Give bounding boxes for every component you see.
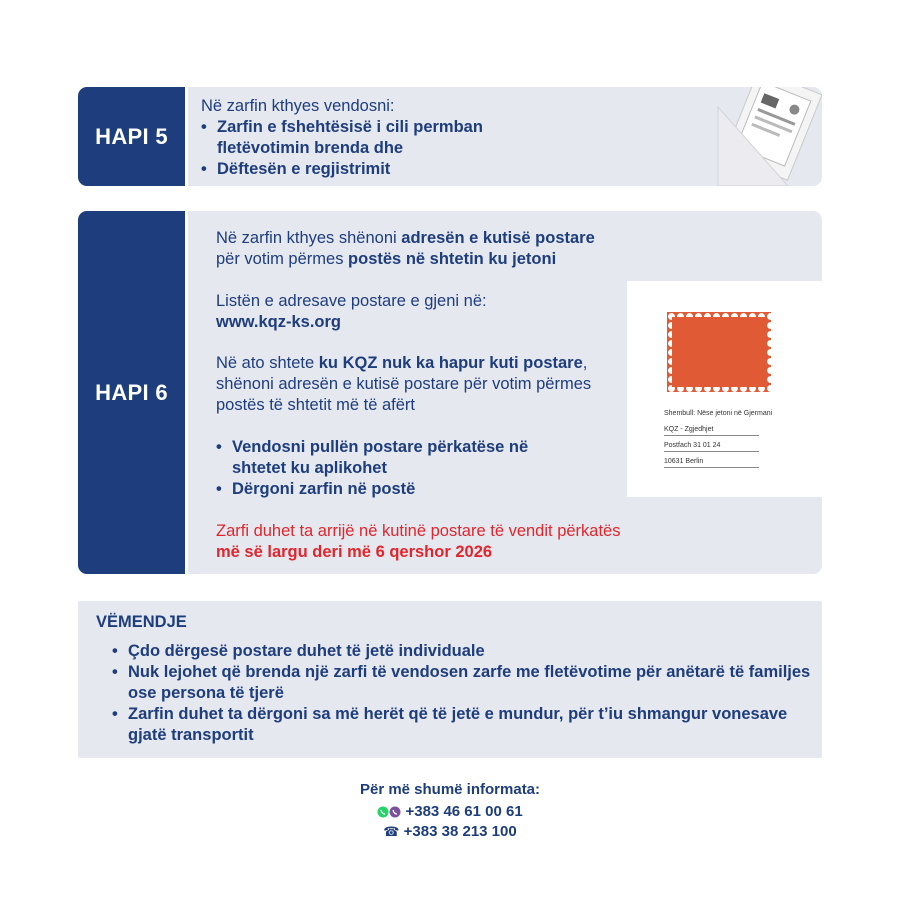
ballot-envelope-icon (698, 87, 822, 186)
address-line-2: Postfach 31 01 24 (664, 442, 721, 449)
list-item: • Vendosni pullën postare përkatëse në shtetet ku aplikohet (216, 437, 576, 479)
step-6-paragraph-2: Listën e adresave postare e gjeni në: www.kqz-ks.org (216, 291, 616, 333)
step-6-paragraph-1: Në zarfin kthyes shënoni adresën e kutisë postare për votim përmes postës në shtetin ku jetoni (216, 229, 595, 268)
address-line-1: KQZ - Zgjedhjet (664, 426, 714, 433)
step-6-list (216, 437, 576, 500)
deadline-warning: Zarfi duhet ta arrijë në kutinë postare të vendit përkatës më së largu deri më 6 qershor 2026 (216, 522, 621, 561)
viber-icon (389, 806, 401, 818)
step-6-label: HAPI 6 (78, 211, 188, 574)
list-item: • Zarfin e fshehtësisë i cili permban fletëvotimin brenda dhe (201, 117, 517, 159)
postage-stamp-icon (667, 312, 771, 392)
divider (664, 467, 759, 468)
example-label: Shembull: Nëse jetoni në Gjermani (664, 410, 773, 417)
address-line-3: 10631 Berlin (664, 458, 704, 465)
attention-box (78, 601, 822, 758)
website-link[interactable]: www.kqz-ks.org (216, 313, 341, 331)
step-5-label: HAPI 5 (78, 87, 188, 186)
step-5-list (201, 117, 621, 180)
attention-title: VËMENDJE (96, 613, 187, 631)
list-item: • Zarfin duhet ta dërgoni sa më herët që të jetë e mundur, për t’iu shmangur vonesave gjatë transportit (112, 704, 788, 746)
envelope-example (627, 281, 822, 497)
list-item: • Dërgoni zarfin në postë (216, 479, 576, 500)
landline-phone-number[interactable]: +383 38 213 100 (403, 823, 517, 840)
list-item: • Çdo dërgesë postare duhet të jetë individuale (112, 641, 812, 662)
mobile-phone-number[interactable]: +383 46 61 00 61 (405, 803, 523, 820)
divider (664, 435, 759, 436)
step-5-card (78, 87, 822, 186)
list-item: • Dëftesën e regjistrimit (201, 159, 621, 180)
telephone-icon: ☎ (383, 824, 400, 840)
footer-mobile-row (0, 803, 900, 820)
step-5-text (201, 96, 621, 180)
whatsapp-icon (377, 806, 389, 818)
attention-list (112, 641, 812, 746)
footer-landline-row (0, 823, 900, 840)
step-5-intro: Në zarfin kthyes vendosni: (201, 97, 395, 115)
list-item: • Nuk lejohet që brenda një zarfi të vendosen zarfe me fletëvotime për anëtarë të familjes ose persona të tjerë (112, 662, 812, 704)
divider (664, 451, 759, 452)
step-6-paragraph-3: Në ato shtete ku KQZ nuk ka hapur kuti postare, shënoni adresën e kutisë postare për votim përmes postës të shtetit më të afërt (216, 354, 592, 414)
footer-title: Për më shumë informata: (359, 781, 541, 798)
